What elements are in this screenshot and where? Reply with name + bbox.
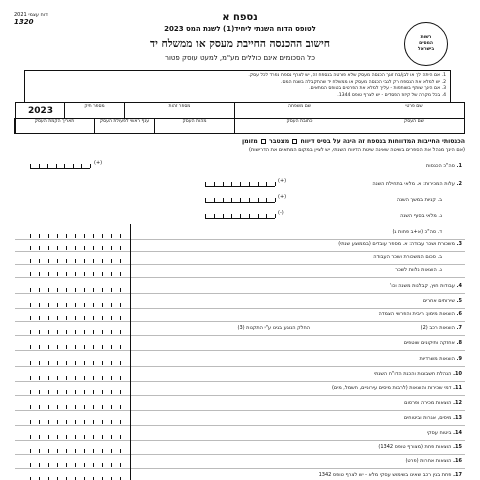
expense-amount-input[interactable] <box>30 338 120 349</box>
reporting-basis-note: (אם הינך מנהל את הספרים בשיטה שאינה שיטת הדיווח השנתי, יש לציין במקום המתאים את הדרישות) <box>249 147 465 153</box>
row-number: 16. <box>451 458 462 464</box>
row-divider <box>15 335 465 336</box>
row-label: עבודות חוץ, קבלנות משנה וכו' <box>389 283 455 289</box>
row-label: ביטוח עסקי <box>426 430 452 436</box>
business-start-date-field[interactable] <box>14 118 94 134</box>
opening-inventory-input[interactable] <box>205 176 275 187</box>
expense-row <box>405 458 462 464</box>
business-address-label: כתובת העסק <box>286 119 313 124</box>
row-label: משכורת ושכר עבודה: א. מספר עובדים (בממוצע שנתי) <box>338 241 455 247</box>
row-number: 9. <box>454 356 462 362</box>
row-number: 1. <box>454 163 462 169</box>
business-start-date-label: תאריך הקמת העסק <box>34 119 75 124</box>
row-divider <box>15 410 465 411</box>
note-2: 2. יש למלא את הנספח רק לגבי הכנסה מעסק או ממשלח יד שהתקבלה בשנת המס. <box>281 79 446 85</box>
expense-amount-input[interactable] <box>30 428 120 439</box>
logo-line-3: בישראל <box>417 46 435 52</box>
business-name-field[interactable] <box>364 118 464 134</box>
expense-row <box>404 400 462 406</box>
expense-amount-input[interactable] <box>30 227 120 238</box>
note-3: 3. אם הינך שותף בשותפות - עליך למלא את הפרטים בטופס המתאים. <box>309 86 446 92</box>
reporting-basis-label: הכנסותי החייבות המדווחות בנספח זה הינה על בסיס דיווח <box>300 138 465 145</box>
expense-amount-input[interactable] <box>30 369 120 380</box>
business-type-label: מהות העסק <box>182 119 207 124</box>
expense-row <box>404 340 462 346</box>
row-label: עלות המכירות: א. מלאי בתחילת השנה <box>372 181 455 187</box>
row-number: 4. <box>454 283 462 289</box>
row-number: 12. <box>451 400 462 406</box>
note-4: 4. בכל מקרה של קיזוז הפסדים - יש לצרף טופס 1344. <box>337 92 446 98</box>
row-number: 8. <box>454 340 462 346</box>
expense-amount-input[interactable] <box>30 354 120 365</box>
expense-amount-input[interactable] <box>30 296 120 307</box>
total-income-input[interactable] <box>30 158 90 169</box>
last-name-label: שם משפחה <box>287 104 311 109</box>
row-number: 14. <box>451 430 462 436</box>
row-divider <box>15 440 465 441</box>
expense-amount-input[interactable] <box>30 309 120 320</box>
purchases-input[interactable] <box>205 192 275 203</box>
id-number-field[interactable] <box>124 103 234 118</box>
row-label: הנהלת חשבונות והכנת הדו"ח השנתי <box>373 371 452 377</box>
expense-row <box>397 197 442 203</box>
main-title: חישוב ההכנסה החייבת מעסק או ממשלח יד <box>150 38 330 50</box>
row-divider <box>15 425 465 426</box>
purchases-sign: (+) <box>278 194 287 200</box>
expense-amount-input[interactable] <box>30 265 120 276</box>
row-label: ב. קניות במשך השנה <box>396 197 442 203</box>
identity-grid <box>15 102 465 134</box>
row-label: ג. מלאי בסוף השנה <box>400 213 442 219</box>
closing-inventory-input[interactable] <box>205 208 275 219</box>
logo-line-2: המסים <box>419 41 433 47</box>
expense-amount-input[interactable] <box>30 442 120 453</box>
row-label: הוצאות פחת (מצורף טופס 1342) <box>378 444 452 450</box>
main-branch-field[interactable] <box>94 118 154 134</box>
appendix-subtitle: לטופס הדוח השנתי ליחיד(1) לשנת המס 2023 <box>164 25 316 33</box>
row-label: הוצאות משרדיות <box>419 356 455 362</box>
tax-year: 2023 <box>28 106 54 116</box>
total-income-sign: (+) <box>94 160 103 166</box>
expense-amount-input[interactable] <box>30 323 120 334</box>
row-divider <box>15 293 465 294</box>
logo-line-1: רשות <box>420 35 432 41</box>
expense-row <box>373 254 442 260</box>
row-number: 11. <box>451 385 462 391</box>
vehicle-deduction-note: החלק הנוגע בגינו ע"י התקנות (3) <box>237 325 310 331</box>
expense-row <box>421 325 462 331</box>
expense-row <box>390 283 462 289</box>
expense-amount-input[interactable] <box>30 383 120 394</box>
vat-note: כל הסכומים אינם כוללים מע"מ, למעט עוסק פטור <box>165 54 315 62</box>
row-divider <box>15 468 465 469</box>
form-number: 1320 <box>14 18 34 27</box>
row-number: 5. <box>454 298 462 304</box>
row-number: 7. <box>454 325 462 331</box>
row-divider <box>15 321 465 322</box>
file-number-label: מספר תיק <box>84 104 105 109</box>
expense-row <box>372 181 462 187</box>
row-number: 3. <box>454 241 462 247</box>
expense-row <box>423 298 462 304</box>
expense-amount-input[interactable] <box>30 252 120 263</box>
accrual-label: מצטבר <box>269 138 290 145</box>
cash-label: מזומן <box>242 138 258 145</box>
expense-row <box>427 430 462 436</box>
expense-row <box>404 415 462 421</box>
expense-row <box>332 385 462 391</box>
opening-inventory-sign: (+) <box>278 178 287 184</box>
expense-amount-input[interactable] <box>30 398 120 409</box>
expense-amount-input[interactable] <box>30 281 120 292</box>
row-number: 15. <box>451 444 462 450</box>
row-label: סה"כ הכנסות <box>426 163 455 169</box>
expense-amount-input[interactable] <box>30 456 120 467</box>
row-label: ב. סכום המשכורת ושכר העבודה <box>373 254 442 260</box>
row-number: 17. <box>451 472 462 478</box>
closing-inventory-sign: (-) <box>278 210 284 216</box>
row-divider <box>15 350 465 351</box>
business-address-field[interactable] <box>234 118 364 134</box>
row-divider <box>15 381 465 382</box>
row-divider <box>15 277 465 278</box>
row-divider <box>15 454 465 455</box>
row-label: ג. הוצאות נלוות לשכר <box>395 267 442 273</box>
accrual-checkbox[interactable] <box>292 139 297 144</box>
row-divider <box>15 366 465 367</box>
row-label: הוצאות מימון: ריבית והפרשי הצמדה <box>378 311 455 317</box>
expense-amount-input[interactable] <box>30 239 120 250</box>
row-label: דמי שכירות והוצאות (לרבות מיסים עירוניים, חשמל, מים) <box>331 385 452 391</box>
instructions-box <box>24 70 451 103</box>
business-type-field[interactable] <box>154 118 234 134</box>
file-number-field[interactable] <box>64 103 124 118</box>
row-number: 10. <box>451 371 462 377</box>
business-name-label: שם העסק <box>404 119 424 124</box>
first-name-field[interactable] <box>364 103 464 118</box>
expense-row <box>379 311 462 317</box>
expense-row <box>426 163 462 169</box>
row-label: הוצאות אחרות (פרט) <box>405 458 452 464</box>
row-label: מיסים, אגרות וביטוחים <box>403 415 452 421</box>
expense-row <box>338 241 462 247</box>
row-label: הוצאות מכירה ופרסום <box>404 400 452 406</box>
amount-column-divider <box>130 224 131 480</box>
row-label: שירותים אחרים <box>422 298 455 304</box>
row-label: הוצאות רכב (2) <box>420 325 455 331</box>
expense-row <box>319 472 462 478</box>
note-1: 1. אם היתה לך או לבן/בת זוגך הכנסה מעסק שלא פורטה בנספח זה, יש לצרף נספח נפרד לכל עסק. <box>248 73 446 78</box>
row-divider <box>15 395 465 396</box>
main-branch-label: ענף ראשי לפעולת העסק <box>99 119 150 124</box>
row-number: 13. <box>451 415 462 421</box>
expense-row <box>419 356 462 362</box>
appendix-title: נספח א <box>222 12 258 23</box>
reporting-basis <box>242 138 465 145</box>
row-label: אחזקה ותיקונים שוטפים <box>403 340 455 346</box>
row-label: פחת בגין רכב שאינו בשימוש עסקי מלא - יש לצרף טופס 1342 <box>318 472 452 478</box>
form-code-line: דוח עצמי 2021 <box>14 12 48 18</box>
expense-row <box>395 267 442 273</box>
expense-row <box>400 213 442 219</box>
row-label: ד. סה"כ (א+ב פחות ג) <box>392 229 442 235</box>
cash-checkbox[interactable] <box>261 139 266 144</box>
expense-amount-input[interactable] <box>30 413 120 424</box>
row-number: 2. <box>454 181 462 187</box>
expense-row <box>374 371 462 377</box>
id-number-label: מספר זהות <box>168 104 191 109</box>
expense-row <box>378 444 462 450</box>
expense-row <box>392 229 442 235</box>
expense-amount-input[interactable] <box>30 470 120 480</box>
last-name-field[interactable] <box>234 103 364 118</box>
first-name-label: שם פרטי <box>405 104 423 109</box>
row-number: 6. <box>454 311 462 317</box>
